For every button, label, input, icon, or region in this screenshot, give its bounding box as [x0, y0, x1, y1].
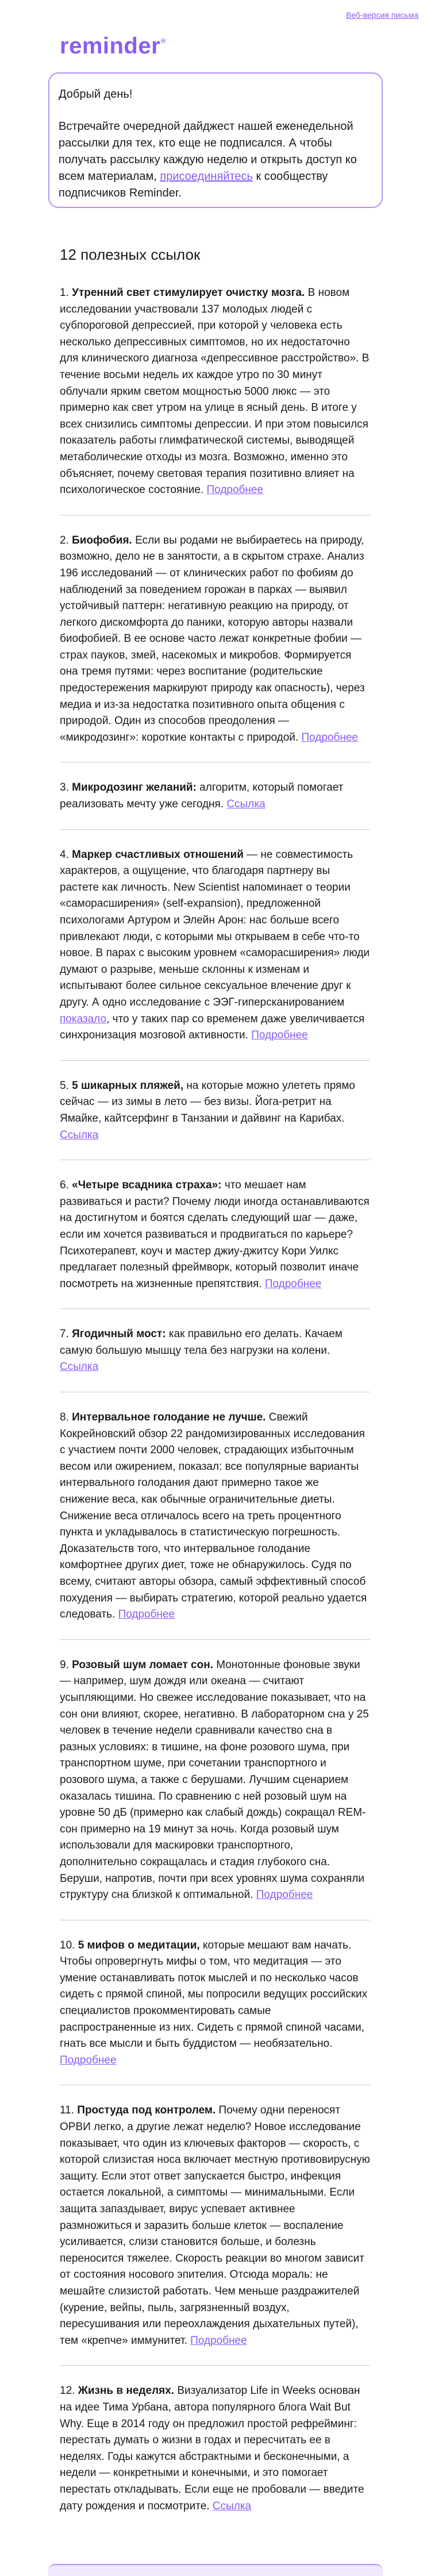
item-number: 11. [60, 2104, 78, 2117]
item-number: 5. [60, 1079, 72, 1092]
greeting-card [48, 72, 383, 208]
item-number: 3. [60, 781, 72, 794]
item-number: 7. [60, 1328, 72, 1341]
item-more-link[interactable]: Ссылка [60, 1361, 99, 1373]
item-title: Биофобия. [72, 534, 132, 546]
list-item-4 [60, 840, 370, 1061]
item-title: Ягодичный мост: [72, 1328, 166, 1341]
item-number: 2. [60, 534, 72, 546]
list-item-8 [60, 1403, 370, 1640]
logo-text: reminder [60, 33, 161, 59]
item-text: Почему одни переносят ОРВИ легко, а другие лежат неделю? Новое исследование показывает, что один из ключевых факторов — скорость, с которой слизистая носа включает местную противовирусную защиту. Если этот ответ запускается быстро, инфекция остается локальной, а симптомы — минимальными. Если защита запаздывает, вирус успевает активнее размножиться и заразить больше клеток — воспаление усиливается, слизи становится больше, и болезнь переносится тяжелее. Скорость реакции во многом зависит от состояния носового эпителия. Отсюда мораль: не мешайте слизистой работать. Чем меньше раздражителей (курение, вейпы, пыль, загрязненный воздух, пересушивания или переохлаждения дыхательных путей), тем «крепче» иммунитет. [60, 2104, 370, 2347]
item-number: 10. [60, 1939, 78, 1951]
list-item-11 [60, 2096, 370, 2366]
item-text: Свежий Кокрейновский обзор 22 рандомизированных исследования с участием почти 2000 человек, страдающих избыточным весом или ожирением, показал: все популярные варианты интервального голодания дают примерно такое же снижение веса, как обычные ограничительные диеты. Снижение веса отличалось всего на треть процентного пункта и укладывалось в статистическую погрешность. Доказательств того, что интервальное голодание комфортнее других диет, тоже не обнаружилось. Судя по всему, считают авторы обзора, самый эффективный способ похудения — выбирать стратегию, которой реально удается следовать. [60, 1411, 367, 1621]
list-item-6 [60, 1170, 370, 1309]
item-text: которые мешают вам начать. Чтобы опровергнуть мифы о том, что медитация — это умение останавливать поток мыслей и по несколько часов сидеть с прямой спиной, мы попросили ведущих российских специалистов прокомментировать самые распространенные из них. Сидеть с прямой спиной часами, гнать все мысли и быть буддистом — необязательно. [60, 1939, 368, 2050]
item-more-link[interactable]: Подробнее [60, 2054, 117, 2066]
greeting-hello: Добрый день! [59, 88, 133, 101]
item-more-link[interactable]: Подробнее [206, 484, 264, 496]
item-more-link[interactable]: Ссылка [60, 1129, 99, 1141]
list-item-1 [60, 278, 370, 515]
item-more-link[interactable]: Подробнее [251, 1029, 308, 1042]
section-title: 12 полезных ссылок [60, 246, 201, 263]
item-number: 9. [60, 1658, 72, 1671]
item-text: Монотонные фоновые звуки — например, шум дождя или океана — считают усыпляющими. Но свежее исследование показывает, что на сон они влияют, скорее, негативно. В лабораторном сна у 25 человек в течение недели сравнивали качество сна в разных условиях: в тишине, на фоне розового шума, при транспортном шуме, при сочетании транспортного и розового шума, а также с берушами. Лучшим сценарием оказалась тишина. По сравнению с ней розовый шум на уровне 50 дБ (примерно как слабый дождь) сокращал REM-сон примерно на 19 минут за ночь. Когда розовый шум использовали для маскировки транспортного, дополнительно сокращалась и стадия глубокого сна. Беруши, напротив, почти при всех уровнях шума сохраняли структуру сна близкой к оптимальной. [60, 1658, 369, 1901]
join-link[interactable]: присоединяйтесь [160, 170, 253, 183]
item-text: на которые можно улететь прямо сейчас — из зимы в лето — без визы. Йога-ретрит на Ямайке, кайтсерфинг в Танзании и дайвинг на Карибах. [60, 1079, 355, 1125]
item-number: 6. [60, 1179, 72, 1192]
list-item-5 [60, 1071, 370, 1160]
topbar [346, 10, 418, 21]
item-title: Простуда под контролем. [77, 2104, 216, 2117]
greeting-body [59, 118, 372, 202]
item-title: Розовый шум ломает сон. [72, 1658, 213, 1671]
item-title: 5 шикарных пляжей, [72, 1079, 184, 1092]
item-inline-link[interactable]: показало [60, 1012, 107, 1025]
item-text: Визуализатор Life in Weeks основан на идее Тима Урбана, автора популярного блога Wait But Why. Еще в 2014 году он предложил простой рефрейминг: перестать думать о жизни в годах и пересчитать ее в неделях. Годы кажутся абстрактными и бесконечными, а недели — конкретными и конечными, и это помогает перестать откладывать. Если еще не пробовали — введите дату рождения и посмотрите. [60, 2385, 364, 2512]
item-number: 8. [60, 1411, 72, 1424]
list-item-3 [60, 773, 370, 829]
item-more-link[interactable]: Подробнее [118, 1608, 175, 1621]
item-text: В новом исследовании участвовали 137 молодых людей с субпороговой депрессией, при которой у человека есть несколько депрессивных симптомов, но их недостаточно для клинического диагноза «депрессивное расстройство». В течение восьми недель их каждое утро по 30 минут облучали ярким светом мощностью 5000 люкс — это примерно как свет утром на улице в ясный день. В итоге у всех снизились симптомы депрессии. И при этом повысился показатель работы глимфатической системы, выводящей метаболические отходы из мозга. Возможно, именно это объясняет, почему световая терапия позитивно влияет на психологическое состояние. [60, 287, 370, 496]
item-text: , что у таких пар со временем даже увеличивается синхронизация мозговой активности. [60, 1012, 365, 1042]
item-more-link[interactable]: Ссылка [212, 2500, 252, 2512]
item-more-link[interactable]: Ссылка [226, 798, 265, 811]
list-item-9 [60, 1650, 370, 1920]
item-more-link[interactable]: Подробнее [301, 731, 359, 744]
item-text-before-link: — не совместимость характеров, а ощущение, что благодаря партнеру вы растете как личность. New Scientist напоминает о теории «саморасширения» (self-expansion), предложенной психологами Артуром и Элейн Арон: нас больше всего привлекают люди, с которыми мы открываем в себе что-то новое. В парах с высоким уровнем «саморасширения» люди думают о разрыве, меньше склонны к изменам и испытывают более сильное сексуальное влечение друг к другу. А одно исследование с ЭЭГ-гиперсканированием [60, 848, 370, 1008]
footer-card-edge [48, 2564, 383, 2576]
item-title: Утренний свет стимулирует очистку мозга. [72, 287, 305, 299]
item-title: Маркер счастливых отношений [72, 848, 244, 861]
item-title: Интервальное голодание не лучше. [72, 1411, 266, 1424]
links-list [60, 278, 370, 2541]
item-text: как правильно его делать. Качаем самую большую мышцу тела без нагрузки на колени. [60, 1328, 343, 1357]
item-more-link[interactable]: Подробнее [190, 2334, 247, 2347]
item-number: 4. [60, 848, 72, 861]
web-version-link[interactable]: Веб-версия письма [346, 10, 418, 20]
list-item-12 [60, 2376, 370, 2531]
item-number: 1. [60, 287, 72, 299]
item-title: Микродозинг желаний: [72, 781, 197, 794]
list-item-10 [60, 1931, 370, 2086]
item-number: 12. [60, 2385, 78, 2397]
item-text: алгоритм, который помогает реализовать мечту уже сегодня. [60, 781, 344, 811]
item-more-link[interactable]: Подробнее [264, 1277, 322, 1290]
list-item-7 [60, 1319, 370, 1392]
item-title: «Четыре всадника страха»: [72, 1179, 222, 1192]
logo-star-icon: * [160, 34, 167, 52]
item-title: Жизнь в неделях. [78, 2385, 175, 2397]
item-text: Если вы родами не выбираетесь на природу, возможно, дело не в занятости, а в скрытом страхе. Анализ 196 исследований — от клинических работ по фобиям до наблюдений за поведением горожан в парках — выявил устойчивый паттерн: негативную реакцию на природу, от легкого дискомфорта до паники, которую авторы назвали биофобией. В ее основе часто лежат конкретные фобии — страх пауков, змей, насекомых и микробов. Формируется она тремя путями: через воспитание (родительские предостережения маркируют природу как опасность), через медиа и из-за недостатка позитивного опыта общения с природой. Один из способов преодоления — «микродозинг»: короткие контакты с природой. [60, 534, 365, 744]
item-more-link[interactable]: Подробнее [256, 1889, 313, 1901]
item-title: 5 мифов о медитации, [78, 1939, 200, 1951]
greeting-text-after-link: к сообществу подписчиков Reminder. [59, 170, 328, 199]
greeting-text-before-link: Встречайте очередной дайджест нашей еженедельной рассылки для тех, кто еще не подписался. А чтобы получать рассылку каждую неделю и открыть доступ ко всем материалам, [59, 120, 357, 183]
list-item-2 [60, 526, 370, 763]
reminder-logo[interactable] [60, 33, 167, 59]
item-text: что мешает нам развиваться и расти? Почему люди иногда останавливаются на достигнутом и боятся сделать следующий шаг — даже, если им хочется развиваться и продвигаться по карьере? Психотерапевт, коуч и мастер джиу-джитсу Кори Уилкс предлагает полезный фреймворк, который позволит иначе посмотреть на жизненные препятствия. [60, 1179, 370, 1290]
